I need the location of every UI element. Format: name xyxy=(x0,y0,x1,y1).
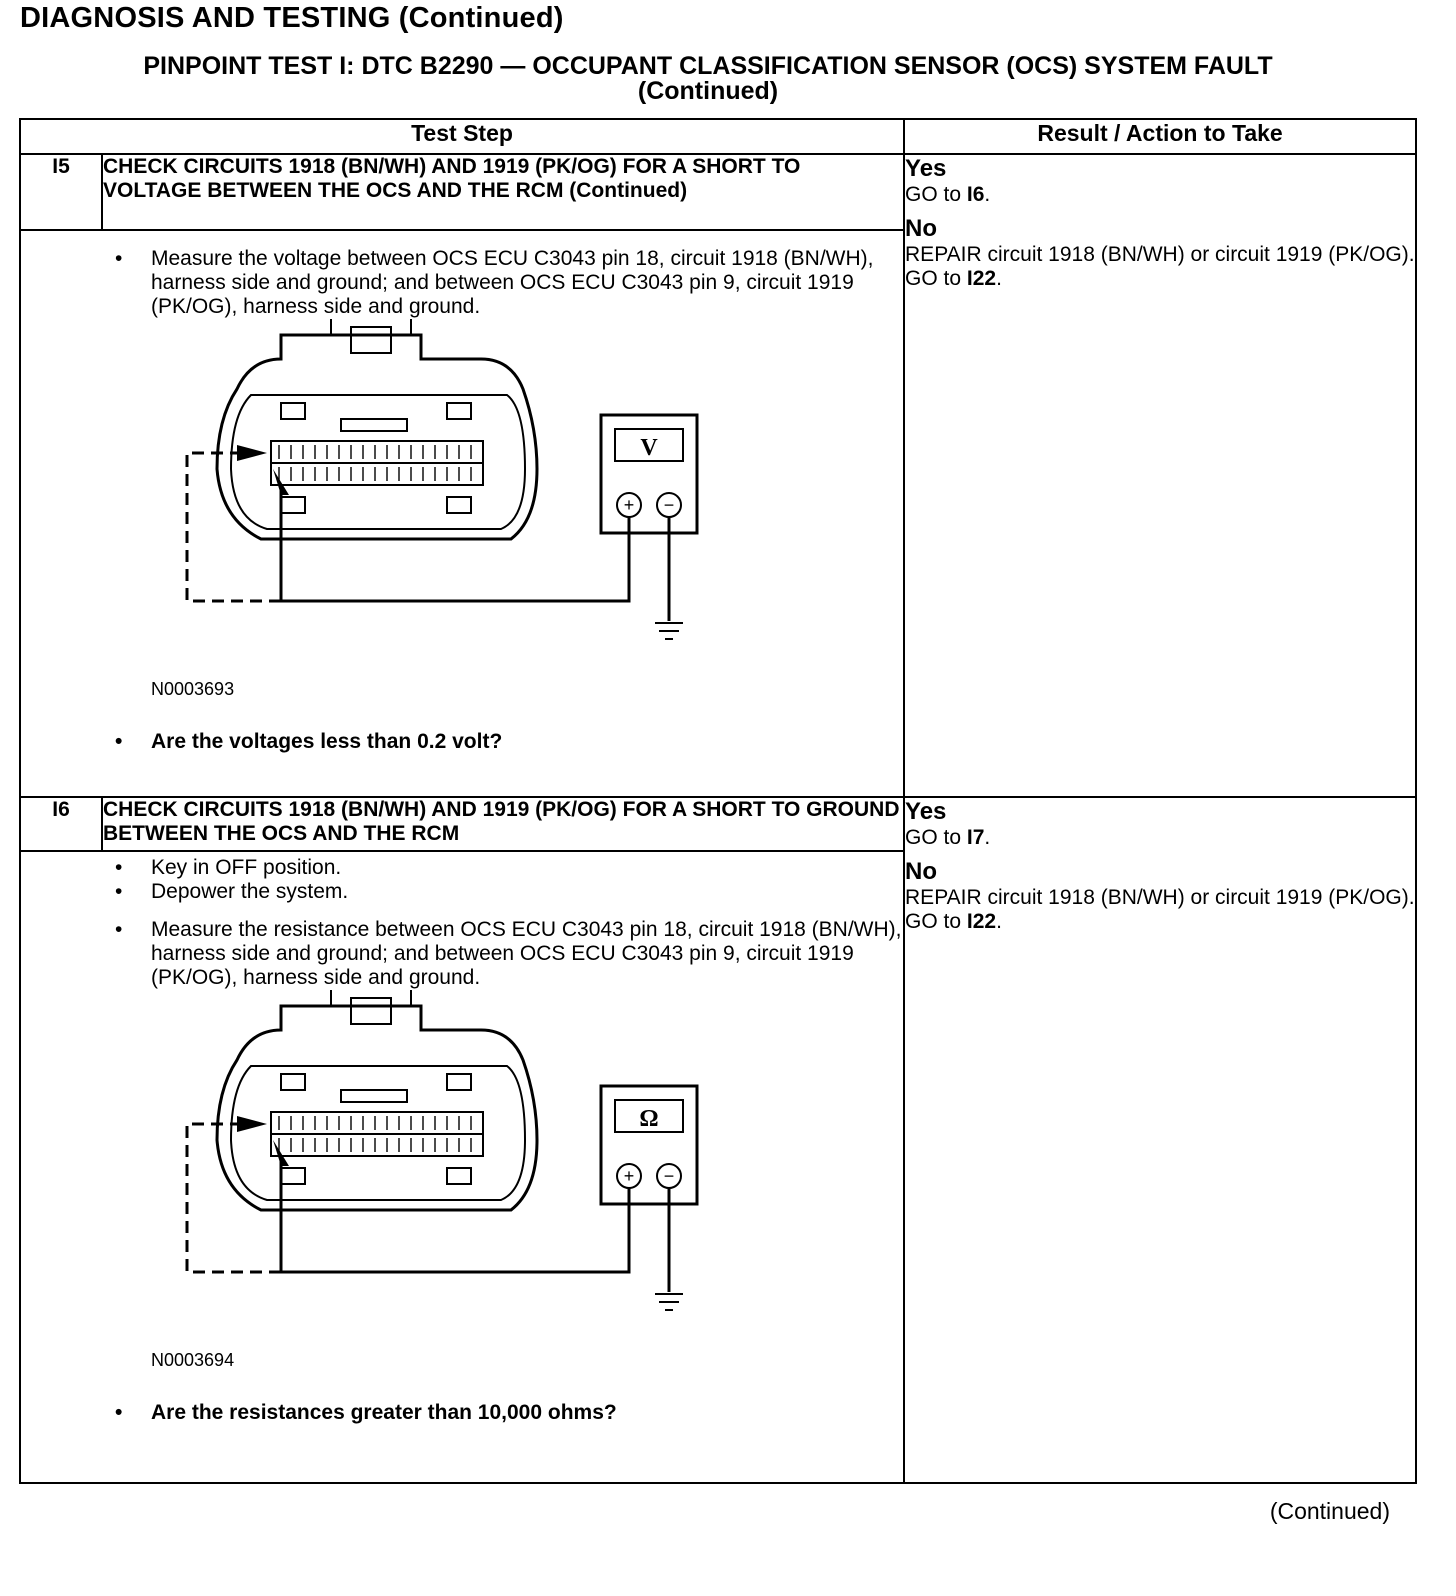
probe-arrow-pin-9 xyxy=(273,1140,289,1166)
probe-arrow-pin-9 xyxy=(273,469,289,495)
no-label: No xyxy=(905,215,938,242)
probe-arrow-pin-18 xyxy=(237,445,267,461)
instruction-item: • Measure the resistance between OCS ECU C3043 pin 18, circuit 1918 (BN/WH), harness side and ground; and between OCS ECU C3043 pin 9, circuit 1919 (PK/OG), harness side and ground. xyxy=(151,918,903,990)
probe-arrow-pin-18 xyxy=(237,1116,267,1132)
step-title-row xyxy=(20,154,1416,230)
step-body xyxy=(20,851,904,1483)
positive-sign: + xyxy=(623,495,635,515)
instruction-list xyxy=(21,918,903,990)
no-action: REPAIR circuit 1918 (BN/WH) or circuit 1919 (PK/OG). GO to I22. xyxy=(905,243,1415,290)
connector-housing xyxy=(217,1006,537,1210)
terminal-lock-br xyxy=(447,497,471,513)
no-target-step: I22 xyxy=(966,267,997,290)
pinpoint-test-title-line: PINPOINT TEST I: DTC B2290 — OCCUPANT CLASSIFICATION SENSOR (OCS) SYSTEM FAULT xyxy=(143,52,1273,80)
question-list xyxy=(21,730,903,754)
step-question: • Are the resistances greater than 10,000 ohms? xyxy=(151,1401,903,1425)
no-action-text: REPAIR circuit 1918 (BN/WH) or circuit 1919 (PK/OG). GO to xyxy=(905,886,1415,933)
keyway xyxy=(341,419,407,431)
connector-housing xyxy=(217,335,537,539)
positive-sign: + xyxy=(623,1166,635,1186)
terminal-lock-tr xyxy=(447,403,471,419)
continued-footer: (Continued) xyxy=(1269,1498,1390,1524)
no-label: No xyxy=(905,858,938,885)
page-title: DIAGNOSIS AND TESTING (Continued) xyxy=(20,2,564,34)
figure-id: N0003693 xyxy=(151,679,235,699)
step-title: CHECK CIRCUITS 1918 (BN/WH) AND 1919 (PK/OG) FOR A SHORT TO GROUND BETWEEN THE OCS AND THE RCM xyxy=(102,797,904,851)
instruction-list xyxy=(21,247,903,319)
ground-symbol xyxy=(655,623,683,639)
latch-tab xyxy=(351,998,391,1024)
test-lead-positive xyxy=(281,1160,629,1272)
step-number: I6 xyxy=(20,797,102,851)
terminal-lock-bl xyxy=(281,1168,305,1184)
no-action-text: REPAIR circuit 1918 (BN/WH) or circuit 1919 (PK/OG). GO to xyxy=(905,243,1415,290)
connector-resistance-diagram xyxy=(181,990,721,1330)
pinpoint-test-title xyxy=(0,54,1416,104)
yes-action-text: GO to xyxy=(905,183,967,206)
terminal-lock-tr xyxy=(447,1074,471,1090)
table-header-row xyxy=(20,119,1416,154)
terminal-lock-br xyxy=(447,1168,471,1184)
step-title-row xyxy=(20,797,1416,851)
latch-tab xyxy=(351,327,391,353)
question-list xyxy=(21,1401,903,1425)
figure-id: N0003694 xyxy=(151,1350,235,1370)
step-result xyxy=(904,154,1416,797)
terminal-lock-tl xyxy=(281,403,305,419)
column-header-test-step: Test Step xyxy=(20,119,904,154)
yes-action: GO to I6. xyxy=(905,183,991,206)
step-body xyxy=(20,230,904,797)
instruction-list xyxy=(21,856,903,904)
instruction-item: • Measure the voltage between OCS ECU C3043 pin 18, circuit 1918 (BN/WH), harness side and ground; and between OCS ECU C3043 pin 9, circuit 1919 (PK/OG), harness side and ground. xyxy=(151,247,903,319)
no-action: REPAIR circuit 1918 (BN/WH) or circuit 1919 (PK/OG). GO to I22. xyxy=(905,886,1415,933)
negative-sign: − xyxy=(663,1166,675,1186)
pinpoint-test-title-continued: (Continued) xyxy=(637,77,779,105)
yes-label: Yes xyxy=(905,155,947,182)
yes-action-text: GO to xyxy=(905,826,967,849)
keyway xyxy=(341,1090,407,1102)
ground-symbol xyxy=(655,1294,683,1310)
step-result xyxy=(904,797,1416,1483)
terminal-lock-bl xyxy=(281,497,305,513)
test-lead-positive xyxy=(281,489,629,601)
test-lead-dashed xyxy=(187,453,281,601)
yes-action: GO to I7. xyxy=(905,826,991,849)
test-lead-dashed xyxy=(187,1124,281,1272)
yes-target-step: I7 xyxy=(966,826,985,849)
connector-voltage-diagram xyxy=(181,319,721,659)
no-target-step: I22 xyxy=(966,910,997,933)
pinpoint-test-table xyxy=(19,118,1417,1484)
meter-symbol: Ω xyxy=(639,1106,659,1132)
yes-label: Yes xyxy=(905,798,947,825)
instruction-item: • Depower the system. xyxy=(151,880,903,904)
yes-target-step: I6 xyxy=(966,183,985,206)
instruction-item: • Key in OFF position. xyxy=(151,856,903,880)
negative-sign: − xyxy=(663,495,675,515)
terminal-lock-tl xyxy=(281,1074,305,1090)
meter-symbol: V xyxy=(640,435,658,461)
step-question: • Are the voltages less than 0.2 volt? xyxy=(151,730,903,754)
step-number: I5 xyxy=(20,154,102,230)
step-title: CHECK CIRCUITS 1918 (BN/WH) AND 1919 (PK/OG) FOR A SHORT TO VOLTAGE BETWEEN THE OCS AND THE RCM (Continued) xyxy=(102,154,904,230)
column-header-result: Result / Action to Take xyxy=(904,119,1416,154)
